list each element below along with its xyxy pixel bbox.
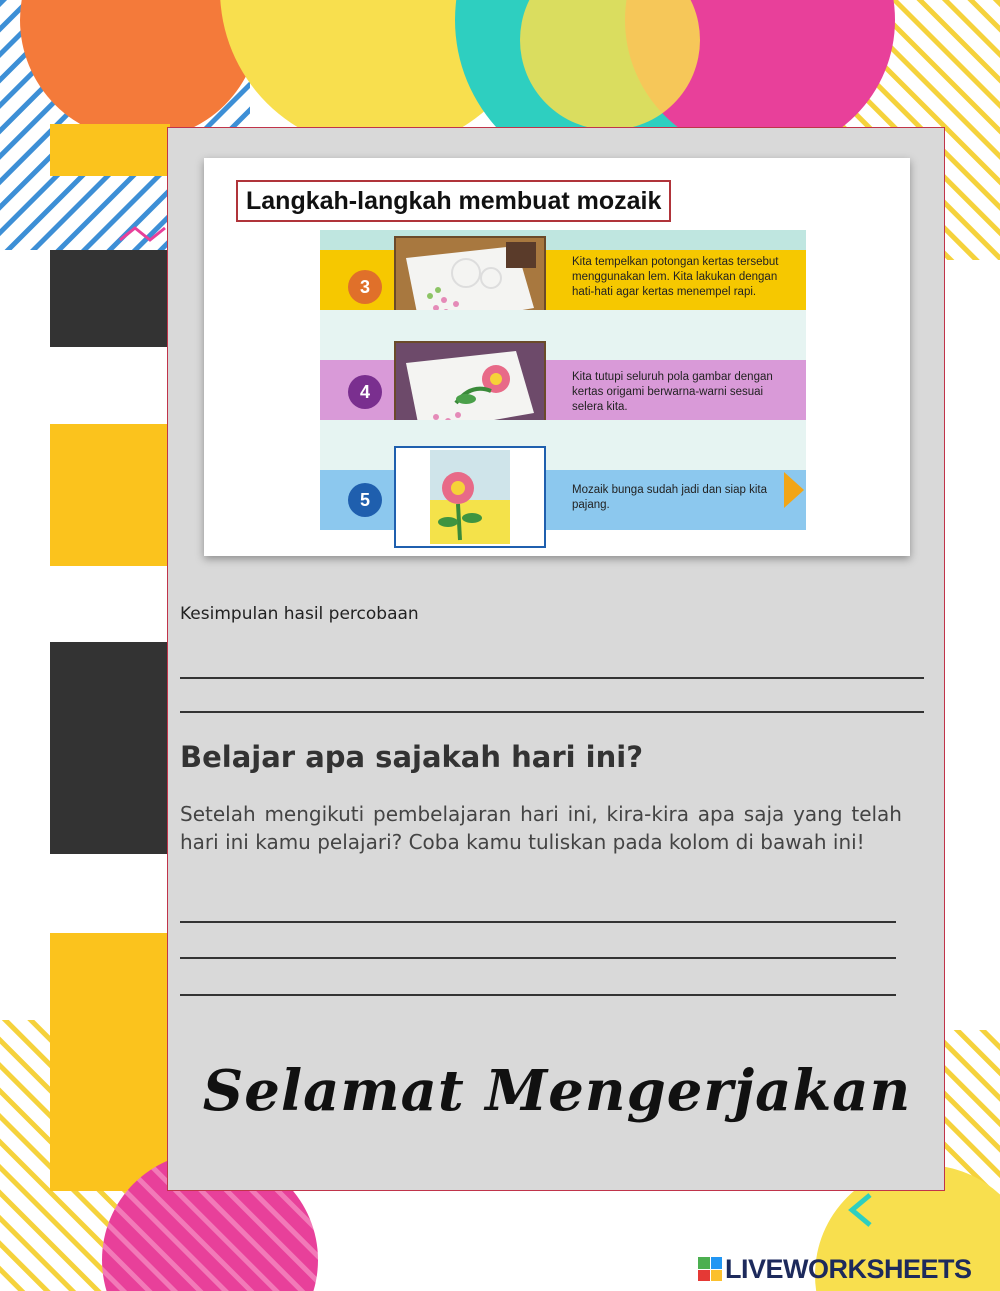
photo-title: Langkah-langkah membuat mozaik <box>236 180 671 222</box>
answer-line-5[interactable] <box>180 994 896 996</box>
step-3-text: Kita tempelkan potongan kertas tersebut menggunakan lem. Kita lakukan dengan hati-hati agar kertas menempel rapi. <box>572 256 779 298</box>
yellow-block-3 <box>50 933 170 1191</box>
answer-line-2[interactable] <box>180 711 924 713</box>
answer-line-4[interactable] <box>180 957 896 959</box>
mosaic-steps-photo <box>204 158 910 556</box>
step-5-illustration <box>396 448 544 546</box>
step-5-number: 5 <box>348 483 382 517</box>
reflection-heading: Belajar apa sajakah hari ini? <box>180 740 644 774</box>
dark-block-2 <box>50 642 170 854</box>
worksheet-sheet <box>167 127 945 1191</box>
band-gap-2 <box>320 420 806 470</box>
brand-text: LIVEWORKSHEETS <box>725 1253 972 1284</box>
next-arrow-icon <box>782 470 806 510</box>
step-3-number: 3 <box>348 270 382 304</box>
answer-line-1[interactable] <box>180 677 924 679</box>
liveworksheets-brand[interactable] <box>698 1254 972 1284</box>
conclusion-label: Kesimpulan hasil percobaan <box>180 604 419 624</box>
band-gap-1 <box>320 310 806 360</box>
step-5-image <box>394 446 546 548</box>
step-4-number: 4 <box>348 375 382 409</box>
answer-line-3[interactable] <box>180 921 896 923</box>
step-4-text: Kita tutupi seluruh pola gambar dengan kertas origami berwarna-warni sesuai selera kita. <box>572 371 773 413</box>
closing-message: Selamat Mengerjakan <box>202 1058 912 1124</box>
liveworksheets-logo-icon <box>698 1257 722 1281</box>
band-top <box>320 230 806 250</box>
yellow-block-1 <box>50 124 170 176</box>
step-5-text: Mozaik bunga sudah jadi dan siap kita pajang. <box>572 484 767 511</box>
dark-block-1 <box>50 250 170 347</box>
reflection-paragraph: Setelah mengikuti pembelajaran hari ini, kira-kira apa saja yang telah hari ini kamu pelajari? Coba kamu tuliskan pada kolom di bawah ini! <box>180 802 902 854</box>
yellow-block-2 <box>50 424 170 566</box>
